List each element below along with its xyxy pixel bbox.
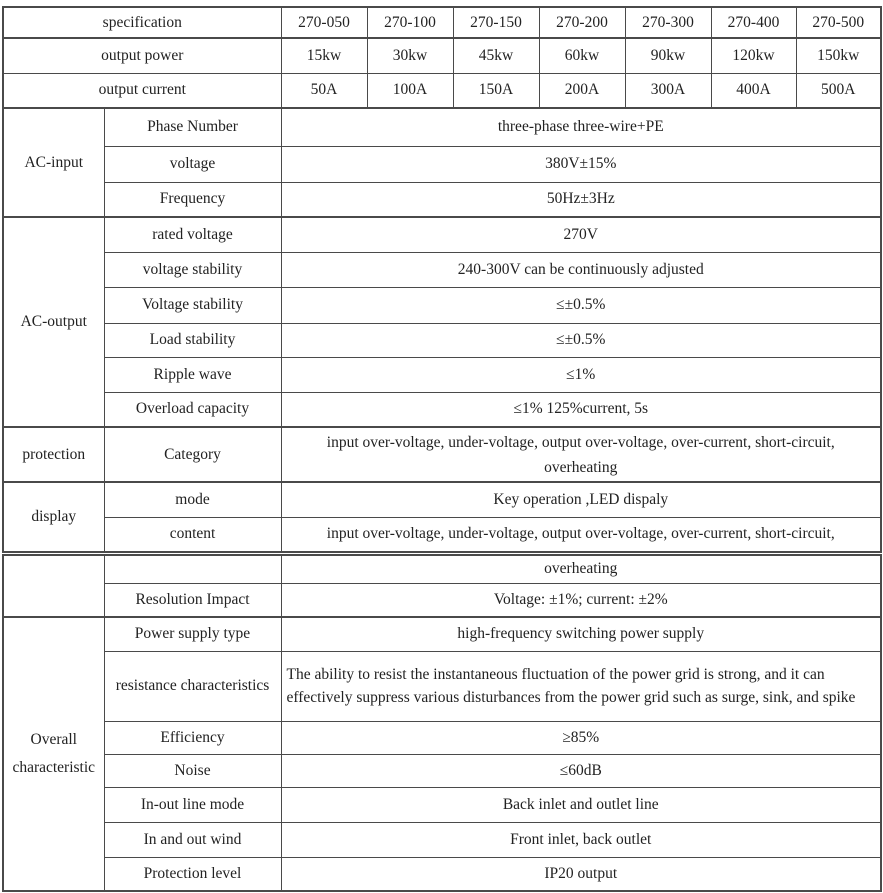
- value-cell: 50Hz±3Hz: [281, 182, 881, 217]
- table-row: [3, 108, 881, 146]
- value-cell: input over-voltage, under-voltage, output over-voltage, over-current, short-circuit,: [281, 517, 881, 552]
- table-row: [3, 38, 881, 73]
- table-row: [3, 7, 881, 38]
- param-cell: output current: [3, 73, 281, 108]
- value-cell: 60kw: [539, 38, 625, 73]
- value-cell: ≥85%: [281, 721, 881, 754]
- group-cell-protection: protection: [3, 427, 104, 482]
- table-row: [3, 482, 881, 517]
- table-row: [3, 392, 881, 427]
- param-cell: Ripple wave: [104, 357, 281, 392]
- group-cell-ac-output: AC-output: [3, 217, 104, 427]
- table-row: [3, 721, 881, 754]
- value-cell: 200A: [539, 73, 625, 108]
- table-row: [3, 617, 881, 651]
- value-cell: ≤±0.5%: [281, 287, 881, 323]
- model-cell: 270-300: [625, 7, 711, 38]
- table-row: [3, 651, 881, 721]
- table-row: [3, 517, 881, 552]
- table-row: [3, 252, 881, 287]
- table-row: [3, 787, 881, 822]
- value-cell: Back inlet and outlet line: [281, 787, 881, 822]
- table-row: [3, 754, 881, 787]
- value-cell: overheating: [281, 555, 881, 583]
- param-cell: voltage: [104, 146, 281, 182]
- table-row: [3, 427, 881, 482]
- param-cell: resistance characteristics: [104, 651, 281, 721]
- value-cell: three-phase three-wire+PE: [281, 108, 881, 146]
- value-cell: ≤60dB: [281, 754, 881, 787]
- value-cell: Front inlet, back outlet: [281, 822, 881, 857]
- value-cell: 120kw: [711, 38, 796, 73]
- table-row: [3, 146, 881, 182]
- group-cell-overall: Overall characteristic: [3, 617, 104, 891]
- value-cell: 500A: [796, 73, 881, 108]
- value-cell: Voltage: ±1%; current: ±2%: [281, 583, 881, 617]
- param-cell: Category: [104, 427, 281, 482]
- param-cell: Resolution Impact: [104, 583, 281, 617]
- param-cell: content: [104, 517, 281, 552]
- value-cell: 50A: [281, 73, 367, 108]
- spec-table-segment-1: [2, 6, 882, 553]
- param-cell: Phase Number: [104, 108, 281, 146]
- table-row: [3, 357, 881, 392]
- param-cell: Voltage stability: [104, 287, 281, 323]
- param-cell: In-out line mode: [104, 787, 281, 822]
- value-cell: 15kw: [281, 38, 367, 73]
- param-cell: Power supply type: [104, 617, 281, 651]
- value-cell: Key operation ,LED dispaly: [281, 482, 881, 517]
- value-cell: 100A: [367, 73, 453, 108]
- model-cell: 270-050: [281, 7, 367, 38]
- value-cell: 90kw: [625, 38, 711, 73]
- value-cell: 30kw: [367, 38, 453, 73]
- table-row: [3, 182, 881, 217]
- param-cell: rated voltage: [104, 217, 281, 252]
- value-cell: 45kw: [453, 38, 539, 73]
- table-row: [3, 73, 881, 108]
- value-cell: ≤1% 125%current, 5s: [281, 392, 881, 427]
- model-cell: 270-100: [367, 7, 453, 38]
- value-cell: IP20 output: [281, 857, 881, 891]
- param-cell: mode: [104, 482, 281, 517]
- group-cell-display: display: [3, 482, 104, 552]
- value-cell: 300A: [625, 73, 711, 108]
- model-cell: 270-500: [796, 7, 881, 38]
- model-cell: 270-400: [711, 7, 796, 38]
- value-cell: ≤1%: [281, 357, 881, 392]
- spec-table-segment-2: [2, 554, 882, 892]
- value-cell: 400A: [711, 73, 796, 108]
- param-cell: Overload capacity: [104, 392, 281, 427]
- group-cell-empty: [3, 555, 104, 617]
- value-cell: input over-voltage, under-voltage, output over-voltage, over-current, short-circuit, overheating: [281, 427, 881, 482]
- param-cell: Frequency: [104, 182, 281, 217]
- param-cell: Noise: [104, 754, 281, 787]
- param-cell: Load stability: [104, 323, 281, 357]
- value-cell: 270V: [281, 217, 881, 252]
- table-row: [3, 822, 881, 857]
- value-cell: 240-300V can be continuously adjusted: [281, 252, 881, 287]
- value-cell: The ability to resist the instantaneous fluctuation of the power grid is strong, and it can effectively suppress various disturbances from the power grid such as surge, sink, and spike: [281, 651, 881, 721]
- param-cell: Efficiency: [104, 721, 281, 754]
- table-row: [3, 287, 881, 323]
- param-cell: output power: [3, 38, 281, 73]
- table-row: [3, 583, 881, 617]
- value-cell: 150A: [453, 73, 539, 108]
- table-row: [3, 323, 881, 357]
- value-cell: 150kw: [796, 38, 881, 73]
- table-row: [3, 555, 881, 583]
- group-cell-ac-input: AC-input: [3, 108, 104, 217]
- table-row: [3, 217, 881, 252]
- value-cell: 380V±15%: [281, 146, 881, 182]
- param-cell: [104, 555, 281, 583]
- param-cell: voltage stability: [104, 252, 281, 287]
- model-cell: 270-200: [539, 7, 625, 38]
- value-cell: ≤±0.5%: [281, 323, 881, 357]
- value-cell: high-frequency switching power supply: [281, 617, 881, 651]
- param-cell: Protection level: [104, 857, 281, 891]
- param-cell: In and out wind: [104, 822, 281, 857]
- spec-header-label: specification: [3, 7, 281, 38]
- model-cell: 270-150: [453, 7, 539, 38]
- table-row: [3, 857, 881, 891]
